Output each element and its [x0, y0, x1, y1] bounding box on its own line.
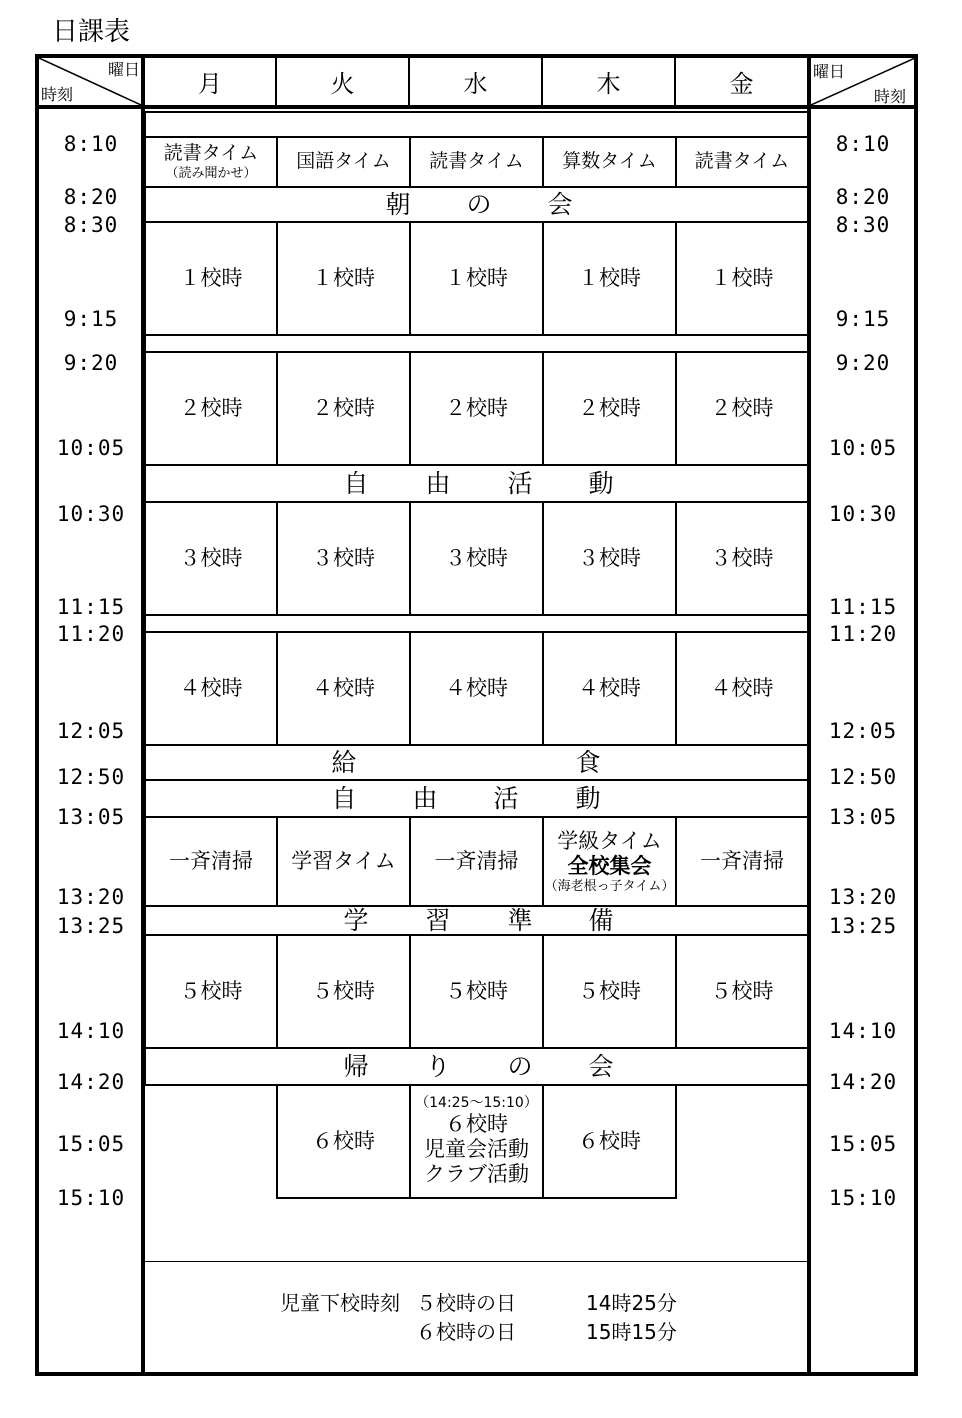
band-closing-meeting	[144, 1047, 809, 1086]
band-free-activity-1	[144, 464, 809, 503]
morning-thu: 算数タイム	[542, 136, 677, 188]
time-right-0830: 8:30	[835, 213, 891, 237]
morning-mon-label: 読書タイム	[163, 142, 259, 165]
period6-wed-line2: 児童会活動	[424, 1137, 529, 1162]
day-header-tue: 火	[330, 69, 355, 98]
time-right-1030: 10:30	[828, 502, 898, 526]
period5-thu: ５校時	[542, 934, 677, 1049]
corner-right-time: 時刻	[874, 87, 907, 106]
period4-thu: ４校時	[542, 631, 677, 746]
cleaning-wed: 一斉清掃	[409, 816, 544, 907]
time-left-1320: 13:20	[56, 885, 126, 909]
band-lunch	[144, 744, 809, 781]
period6-tue: ６校時	[276, 1084, 411, 1199]
period2-fri: ２校時	[675, 351, 809, 466]
time-left-0830: 8:30	[63, 213, 119, 237]
period3-fri: ３校時	[675, 501, 809, 616]
period5-mon: ５校時	[144, 934, 278, 1049]
band-prep-char-3: 準	[507, 905, 533, 935]
morning-wed: 読書タイム	[409, 136, 544, 188]
time-right-1320: 13:20	[828, 885, 898, 909]
time-left-1505: 15:05	[56, 1132, 126, 1156]
morning-fri: 読書タイム	[675, 136, 809, 188]
period2-wed: ２校時	[409, 351, 544, 466]
period3-mon: ３校時	[144, 501, 278, 616]
period3-wed: ３校時	[409, 501, 544, 616]
band-morning-meeting-char-1: 朝	[385, 189, 411, 219]
dismissal-time5: 14時25分	[586, 1291, 677, 1315]
period1-tue: １校時	[276, 221, 411, 336]
band-study-prep	[144, 905, 809, 936]
band-prep-char-4: 備	[588, 905, 614, 935]
time-right-0820: 8:20	[835, 185, 891, 209]
cleaning-mon: 一斉清掃	[144, 816, 278, 907]
period4-tue: ４校時	[276, 631, 411, 746]
time-left-1510: 15:10	[56, 1186, 126, 1210]
cleaning-fri: 一斉清掃	[675, 816, 809, 907]
band-free-1-char-1: 自	[343, 468, 369, 498]
period5-wed: ５校時	[409, 934, 544, 1049]
band-closing-char-3: の	[507, 1051, 533, 1081]
period6-wed-line3: クラブ活動	[424, 1162, 529, 1187]
day-header-wed: 水	[463, 69, 488, 98]
period6-wed-time: （14:25〜15:10）	[415, 1095, 538, 1112]
period5-fri: ５校時	[675, 934, 809, 1049]
time-left-0920: 9:20	[63, 351, 119, 375]
dismissal-label: 児童下校時刻	[280, 1291, 400, 1315]
time-left-1115: 11:15	[56, 595, 126, 619]
top-spacer-band	[144, 111, 809, 138]
time-right-1005: 10:05	[828, 436, 898, 460]
time-left-1120: 11:20	[56, 622, 126, 646]
period6-thu: ６校時	[542, 1084, 677, 1199]
header-divider	[37, 105, 916, 109]
period4-mon: ４校時	[144, 631, 278, 746]
time-left-0820: 8:20	[63, 185, 119, 209]
time-left-1410: 14:10	[56, 1019, 126, 1043]
time-right-1115: 11:15	[828, 595, 898, 619]
time-right-0810: 8:10	[835, 132, 891, 156]
period3-tue: ３校時	[276, 501, 411, 616]
period1-wed: １校時	[409, 221, 544, 336]
time-left-1305: 13:05	[56, 805, 126, 829]
period4-wed: ４校時	[409, 631, 544, 746]
band-lunch-char-1: 給	[331, 747, 357, 777]
band-morning-meeting-char-2: の	[466, 189, 492, 219]
period5-tue: ５校時	[276, 934, 411, 1049]
dismissal-day5: ５校時の日	[416, 1291, 516, 1315]
band-free-2-char-4: 動	[575, 783, 601, 813]
band-free-1-char-4: 動	[588, 468, 614, 498]
band-free-2-char-3: 活	[493, 783, 519, 813]
day-header-fri: 金	[729, 69, 754, 98]
period1-thu: １校時	[542, 221, 677, 336]
dismissal-divider	[144, 1261, 809, 1262]
cleaning-thu-line3: （海老根っ子タイム）	[544, 878, 675, 894]
band-morning-meeting	[144, 186, 809, 223]
time-right-1305: 13:05	[828, 805, 898, 829]
band-prep-char-1: 学	[343, 905, 369, 935]
time-right-1505: 15:05	[828, 1132, 898, 1156]
period1-mon: １校時	[144, 221, 278, 336]
time-right-1325: 13:25	[828, 914, 898, 938]
time-right-1510: 15:10	[828, 1186, 898, 1210]
band-free-1-char-2: 由	[425, 468, 451, 498]
morning-mon	[144, 136, 278, 188]
time-left-0915: 9:15	[63, 307, 119, 331]
corner-left-day: 曜日	[108, 60, 141, 79]
band-closing-char-2: り	[425, 1051, 451, 1081]
period6-wed-line1: ６校時	[445, 1112, 508, 1137]
day-header-mon: 月	[198, 69, 222, 98]
cleaning-thu	[542, 816, 677, 907]
period3-thu: ３校時	[542, 501, 677, 616]
period2-thu: ２校時	[542, 351, 677, 466]
time-left-0810: 8:10	[63, 132, 119, 156]
corner-right-day: 曜日	[813, 62, 846, 81]
page-title: 日課表	[52, 17, 131, 47]
period6-wed	[409, 1084, 544, 1199]
time-right-0920: 9:20	[835, 351, 891, 375]
time-left-1005: 10:05	[56, 436, 126, 460]
band-closing-char-4: 会	[588, 1051, 614, 1081]
band-prep-char-2: 習	[425, 905, 451, 935]
corner-left-time: 時刻	[41, 85, 74, 104]
dismissal-day6: ６校時の日	[416, 1320, 516, 1344]
day-header-thu: 木	[596, 69, 621, 98]
time-left-1030: 10:30	[56, 502, 126, 526]
band-free-2-char-1: 自	[331, 783, 357, 813]
band-lunch-char-2: 食	[575, 747, 601, 777]
time-left-1250: 12:50	[56, 765, 126, 789]
period4-fri: ４校時	[675, 631, 809, 746]
time-right-0915: 9:15	[835, 307, 891, 331]
cleaning-tue: 学習タイム	[276, 816, 411, 907]
time-left-1325: 13:25	[56, 914, 126, 938]
band-free-2-char-2: 由	[412, 783, 438, 813]
time-right-1420: 14:20	[828, 1070, 898, 1094]
dismissal-time6: 15時15分	[586, 1320, 677, 1344]
morning-mon-sub: （読み聞かせ）	[165, 166, 257, 182]
time-right-1205: 12:05	[828, 719, 898, 743]
time-left-1420: 14:20	[56, 1070, 126, 1094]
band-morning-meeting-char-3: 会	[547, 189, 573, 219]
band-free-activity-2	[144, 779, 809, 818]
cleaning-thu-line1: 学級タイム	[557, 828, 662, 853]
time-left-1205: 12:05	[56, 719, 126, 743]
time-right-1410: 14:10	[828, 1019, 898, 1043]
cleaning-thu-line2: 全校集会	[567, 853, 652, 878]
time-right-1120: 11:20	[828, 622, 898, 646]
time-right-1250: 12:50	[828, 765, 898, 789]
band-free-1-char-3: 活	[507, 468, 533, 498]
period2-tue: ２校時	[276, 351, 411, 466]
band-closing-char-1: 帰	[343, 1051, 369, 1081]
period2-mon: ２校時	[144, 351, 278, 466]
period1-fri: １校時	[675, 221, 809, 336]
morning-tue: 国語タイム	[276, 136, 411, 188]
